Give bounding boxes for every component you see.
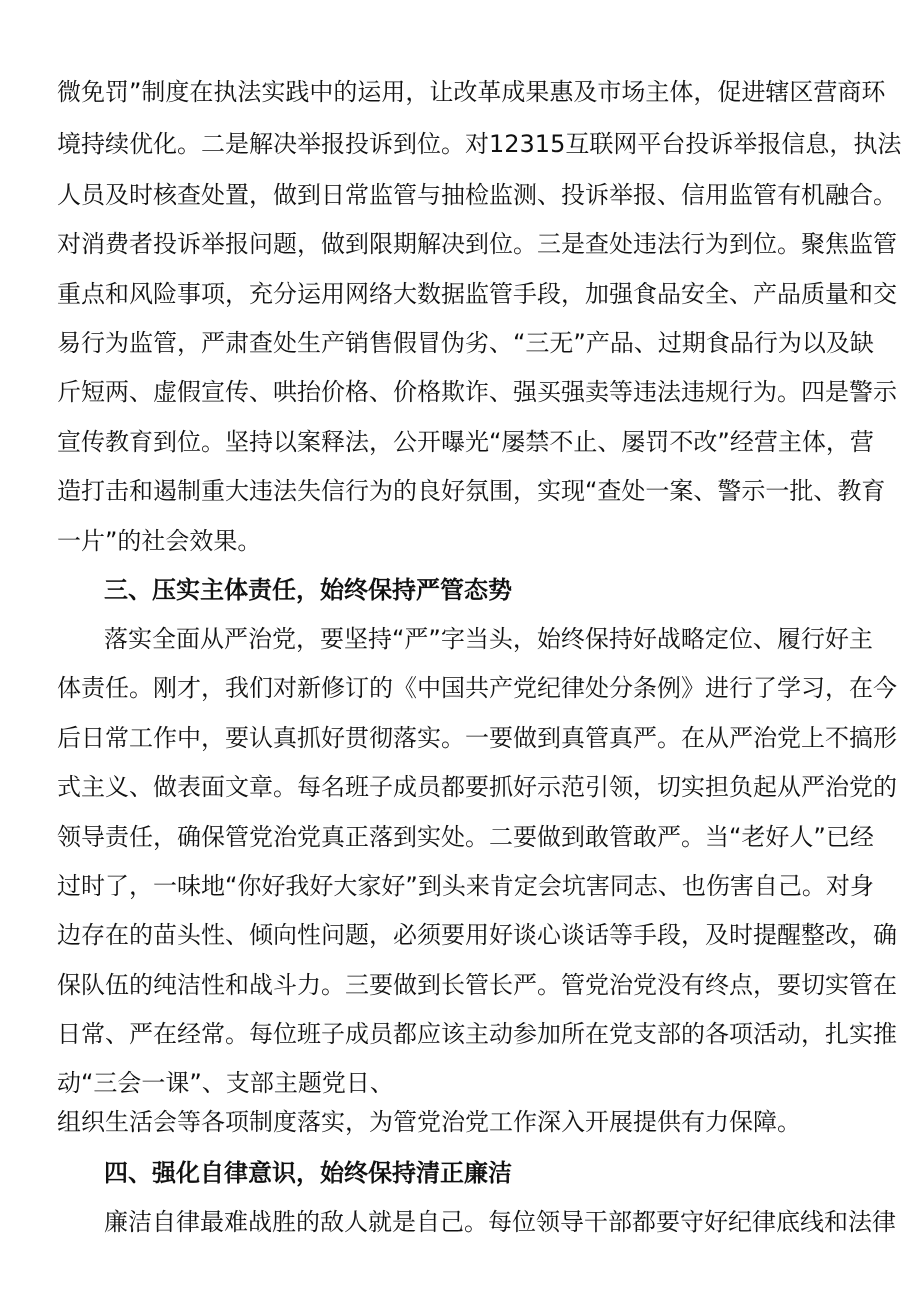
- body-line: 对消费者投诉举报问题，做到限期解决到位。三是查处违法行为到位。聚焦监管: [57, 230, 897, 258]
- body-line: 保队伍的纯洁性和战斗力。三要做到长管长严。管党治党没有终点，要切实管在: [57, 971, 897, 999]
- body-line: 领导责任，确保管党治党真正落到实处。二要做到敢管敢严。当“老好人”已经: [57, 823, 874, 851]
- section-heading: 三、压实主体责任，始终保持严管态势: [104, 576, 512, 604]
- body-line: 廉洁自律最难战胜的敌人就是自己。每位领导干部都要守好纪律底线和法律: [104, 1208, 896, 1236]
- body-line: 后日常工作中，要认真抓好贯彻落实。一要做到真管真严。在从严治党上不搞形: [57, 724, 897, 752]
- body-line: 宣传教育到位。坚持以案释法，公开曝光“屡禁不止、屡罚不改”经营主体，营: [57, 428, 874, 456]
- body-line: 体责任。刚才，我们对新修订的《中国共产党纪律处分条例》进行了学习，在今: [57, 674, 897, 702]
- body-line: 境持续优化。二是解决举报投诉到位。对12315互联网平台投诉举报信息，执法: [57, 130, 902, 158]
- body-line: 动“三会一课”、支部主题党日、: [57, 1069, 394, 1097]
- body-line: 日常、严在经常。每位班子成员都应该主动参加所在党支部的各项活动，扎实推: [57, 1020, 897, 1048]
- body-line: 微免罚”制度在执法实践中的运用，让改革成果惠及市场主体，促进辖区营商环: [57, 78, 886, 106]
- body-line: 易行为监管，严肃查处生产销售假冒伪劣、“三无”产品、过期食品行为以及缺: [57, 329, 874, 357]
- body-line: 重点和风险事项，充分运用网络大数据监管手段，加强食品安全、产品质量和交: [57, 280, 897, 308]
- body-line: 过时了，一味地“你好我好大家好”到头来肯定会坑害同志、也伤害自己。对身: [57, 872, 874, 900]
- body-line: 式主义、做表面文章。每名班子成员都要抓好示范引领，切实担负起从严治党的: [57, 773, 897, 801]
- body-line: 斤短两、虚假宣传、哄抬价格、价格欺诈、强买强卖等违法违规行为。四是警示: [57, 378, 897, 406]
- body-line: 一片”的社会效果。: [57, 527, 262, 555]
- body-line: 落实全面从严治党，要坚持“严”字当头，始终保持好战略定位、履行好主: [104, 625, 873, 653]
- body-line: 人员及时核查处置，做到日常监管与抽检监测、投诉举报、信用监管有机融合。: [57, 181, 897, 209]
- body-line: 边存在的苗头性、倾向性问题，必须要用好谈心谈话等手段，及时提醒整改，确: [57, 921, 897, 949]
- section-heading: 四、强化自律意识，始终保持清正廉洁: [104, 1159, 512, 1187]
- body-line: 造打击和遏制重大违法失信行为的良好氛围，实现“查处一案、警示一批、教育: [57, 477, 886, 505]
- body-line: 组织生活会等各项制度落实，为管党治党工作深入开展提供有力保障。: [57, 1108, 801, 1136]
